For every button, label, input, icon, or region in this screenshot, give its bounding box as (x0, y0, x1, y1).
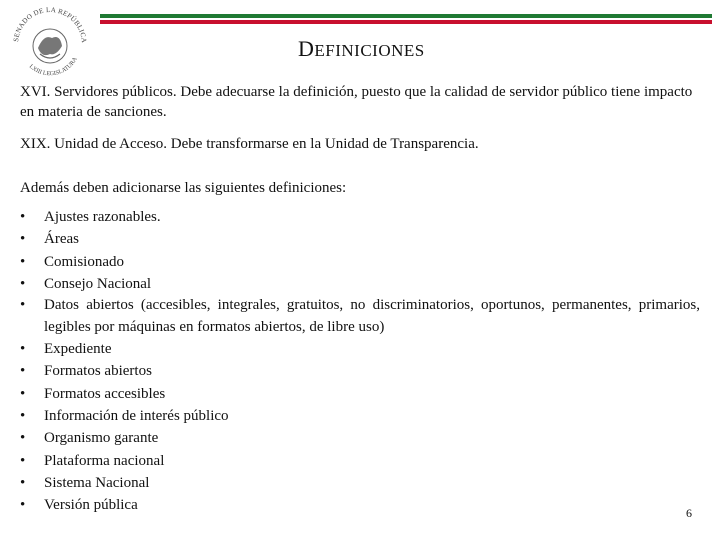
list-item-text: • Versión pública (44, 497, 138, 514)
paragraph-servidores-publicos: XVI. Servidores públicos. Debe adecuarse la definición, puesto que la calidad de servidor público tiene impacto en materia de sanciones. (20, 84, 693, 120)
list-item (20, 383, 700, 405)
red-stripe (100, 20, 712, 24)
list-item (20, 360, 700, 382)
list-item-text: • Ajustes razonables. (44, 209, 161, 225)
title-rest: EFINICIONES (314, 41, 425, 60)
list-item-text: • Datos abiertos (accesibles, integrales, gratuitos, no discriminatorios, oportunos, permanentes, primarios, legibles por máquinas en formatos abiertos, de libre uso) (44, 297, 700, 335)
title-initial: D (298, 36, 315, 61)
intro-lead: Además (20, 180, 73, 196)
list-item (20, 251, 700, 273)
list-item (20, 427, 700, 449)
list-item-text: • Formatos abiertos (44, 363, 152, 380)
header-tricolor-stripes (100, 14, 712, 24)
list-item (20, 494, 700, 516)
list-item (20, 295, 700, 338)
intro-main: deben adicionarse las siguientes definiciones (72, 180, 342, 196)
svg-text:SENADO DE LA REPÚBLICA: SENADO DE LA REPÚBLICA (12, 5, 89, 44)
page-number: 6 (686, 506, 692, 520)
list-item-text: • Áreas (44, 231, 79, 248)
list-item (20, 228, 700, 250)
list-item-text: • Consejo Nacional (44, 275, 152, 292)
list-item-text: • Expediente (44, 341, 112, 358)
list-item (20, 206, 700, 228)
list-item-text: • Formatos accesibles (44, 385, 166, 402)
intro-colon: : (341, 180, 347, 196)
paragraph-unidad-acceso: XIX. Unidad de Acceso. Debe transformarse en la Unidad de Transparencia. (20, 136, 479, 152)
definitions-list (20, 206, 700, 517)
list-item-text: • Comisionado (44, 253, 125, 270)
senate-seal-logo (8, 4, 92, 80)
list-item-text: • Organismo garante (44, 430, 159, 447)
list-item (20, 338, 700, 360)
list-item-text: • Información de interés público (44, 408, 229, 425)
paragraph-intro-definiciones (20, 178, 700, 198)
page-title (298, 36, 425, 62)
list-item (20, 405, 700, 427)
list-item-text: • Plataforma nacional (44, 452, 165, 469)
list-item-text: • Sistema Nacional (44, 474, 150, 491)
list-item (20, 450, 700, 472)
svg-text:LXIII LEGISLATURA: LXIII LEGISLATURA (27, 56, 79, 78)
list-item (20, 472, 700, 494)
list-item (20, 273, 700, 295)
